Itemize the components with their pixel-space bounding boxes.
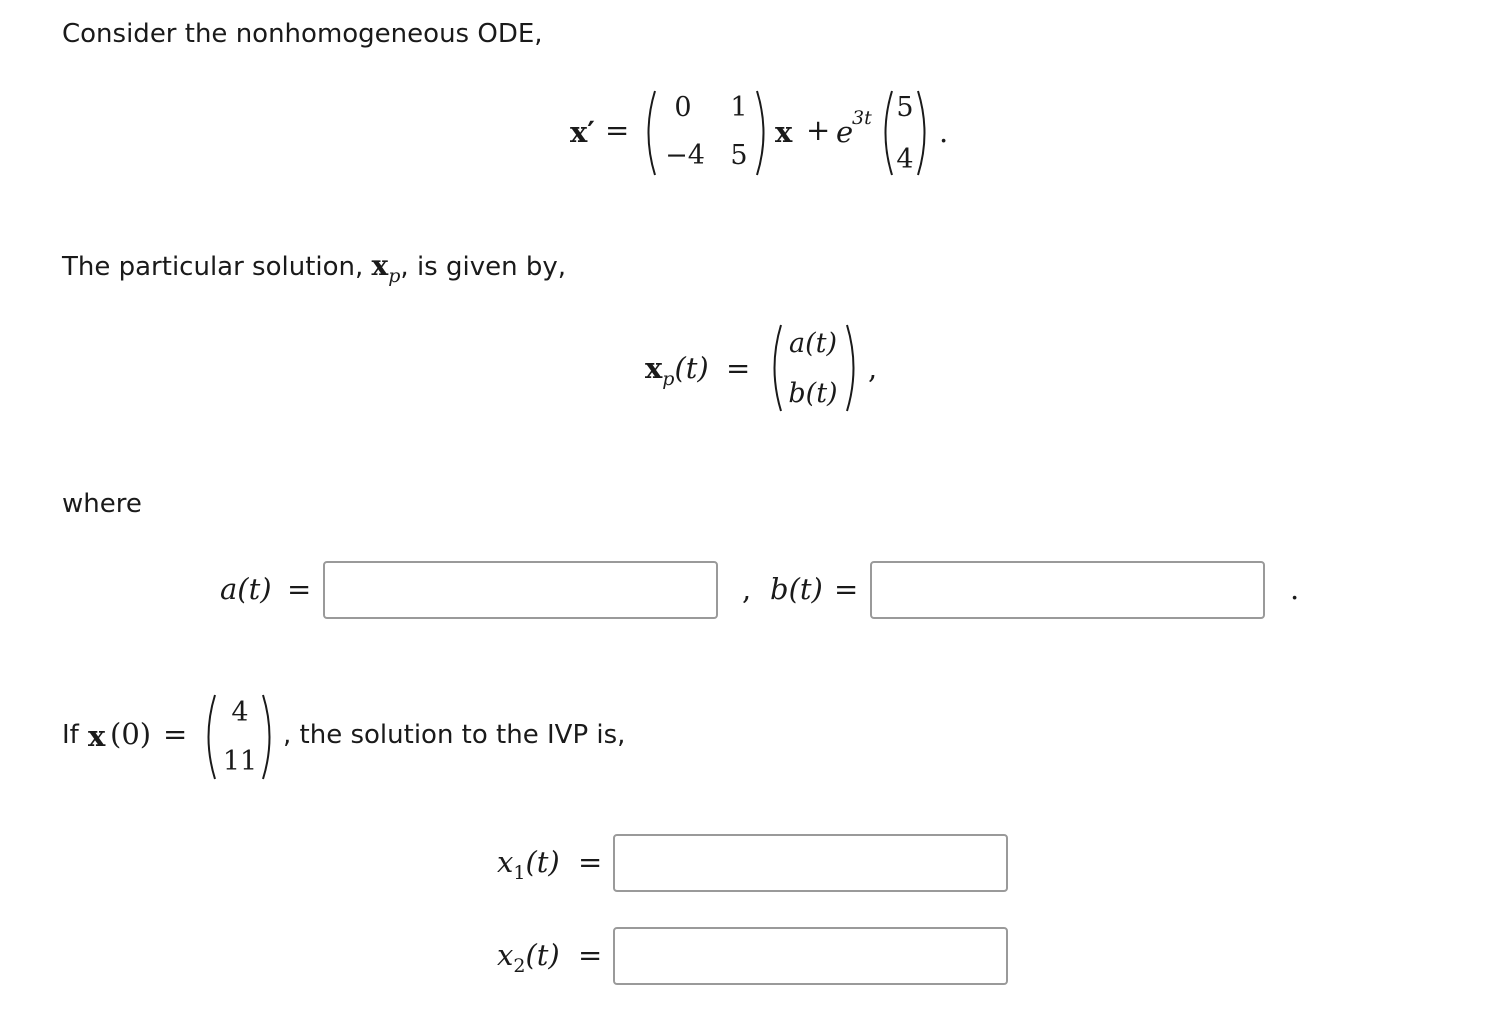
xp-sub: p (662, 368, 675, 390)
x1-symbol: x (497, 845, 514, 879)
b-answer-input[interactable] (870, 561, 1265, 619)
particular-sentence (62, 249, 566, 287)
ode-equals: = (605, 113, 630, 147)
particular-text-before: The particular solution, (62, 252, 372, 282)
vector-bottom: 4 (896, 144, 914, 175)
ivp-vector-top: 4 (231, 697, 249, 728)
xp-comma: , (868, 351, 878, 385)
xp-lhs (645, 351, 709, 390)
xp-right-paren (844, 322, 862, 414)
b-equals: = (834, 572, 859, 606)
a-answer-input[interactable] (323, 561, 718, 619)
matrix-a22: 5 (730, 140, 748, 171)
x1-arg: (t) (525, 845, 560, 879)
ode-x: x (775, 115, 793, 149)
ode-lhs-symbol: x′ (570, 115, 595, 149)
matrix-a21: −4 (665, 140, 705, 171)
a-label: a(t) (220, 572, 272, 606)
particular-text-after: , is given by, (400, 252, 566, 282)
ivp-arg: (0) (110, 717, 152, 751)
ivp-vector-bottom: 11 (222, 746, 258, 777)
vector-right-paren (915, 88, 933, 178)
x1-label (497, 845, 560, 884)
x1-equals: = (578, 845, 603, 879)
ivp-after: , the solution to the IVP is, (283, 720, 626, 750)
xp-arg: (t) (674, 351, 709, 385)
particular-symbol-sub: p (388, 265, 401, 287)
matrix-a11: 0 (674, 92, 692, 123)
intro-text: Consider the nonhomogeneous ODE, (62, 19, 543, 49)
xp-bottom: b(t) (788, 378, 838, 409)
a-equals: = (287, 572, 312, 606)
xp-equals: = (726, 351, 751, 385)
ode-exp-power: 3t (852, 107, 872, 129)
matrix-right-paren (754, 88, 772, 178)
b-label: b(t) (770, 572, 823, 606)
ivp-if: If (62, 720, 79, 750)
x2-equals: = (578, 938, 603, 972)
ab-separator-comma: , (742, 572, 752, 606)
x2-sub: 2 (513, 955, 526, 977)
x2-answer-input[interactable] (613, 927, 1008, 985)
ode-period: . (939, 115, 949, 149)
ode-plus: + (806, 113, 831, 147)
xp-symbol: x (645, 351, 663, 385)
ode-exp-base: e (836, 115, 854, 149)
x2-label (497, 938, 560, 977)
where-label: where (62, 489, 142, 519)
ivp-x: x (88, 719, 106, 753)
x1-sub: 1 (513, 862, 526, 884)
ivp-equals: = (163, 717, 188, 751)
matrix-a12: 1 (730, 92, 748, 123)
matrix-left-paren (640, 88, 658, 178)
x1-answer-input[interactable] (613, 834, 1008, 892)
particular-symbol: x (371, 249, 389, 282)
ivp-right-paren (260, 692, 278, 782)
ode-lhs (570, 115, 595, 149)
xp-top: a(t) (788, 328, 837, 359)
ab-period: . (1290, 572, 1300, 606)
x2-symbol: x (497, 938, 514, 972)
vector-top: 5 (896, 92, 914, 123)
ivp-left-paren (200, 692, 218, 782)
x2-arg: (t) (525, 938, 560, 972)
